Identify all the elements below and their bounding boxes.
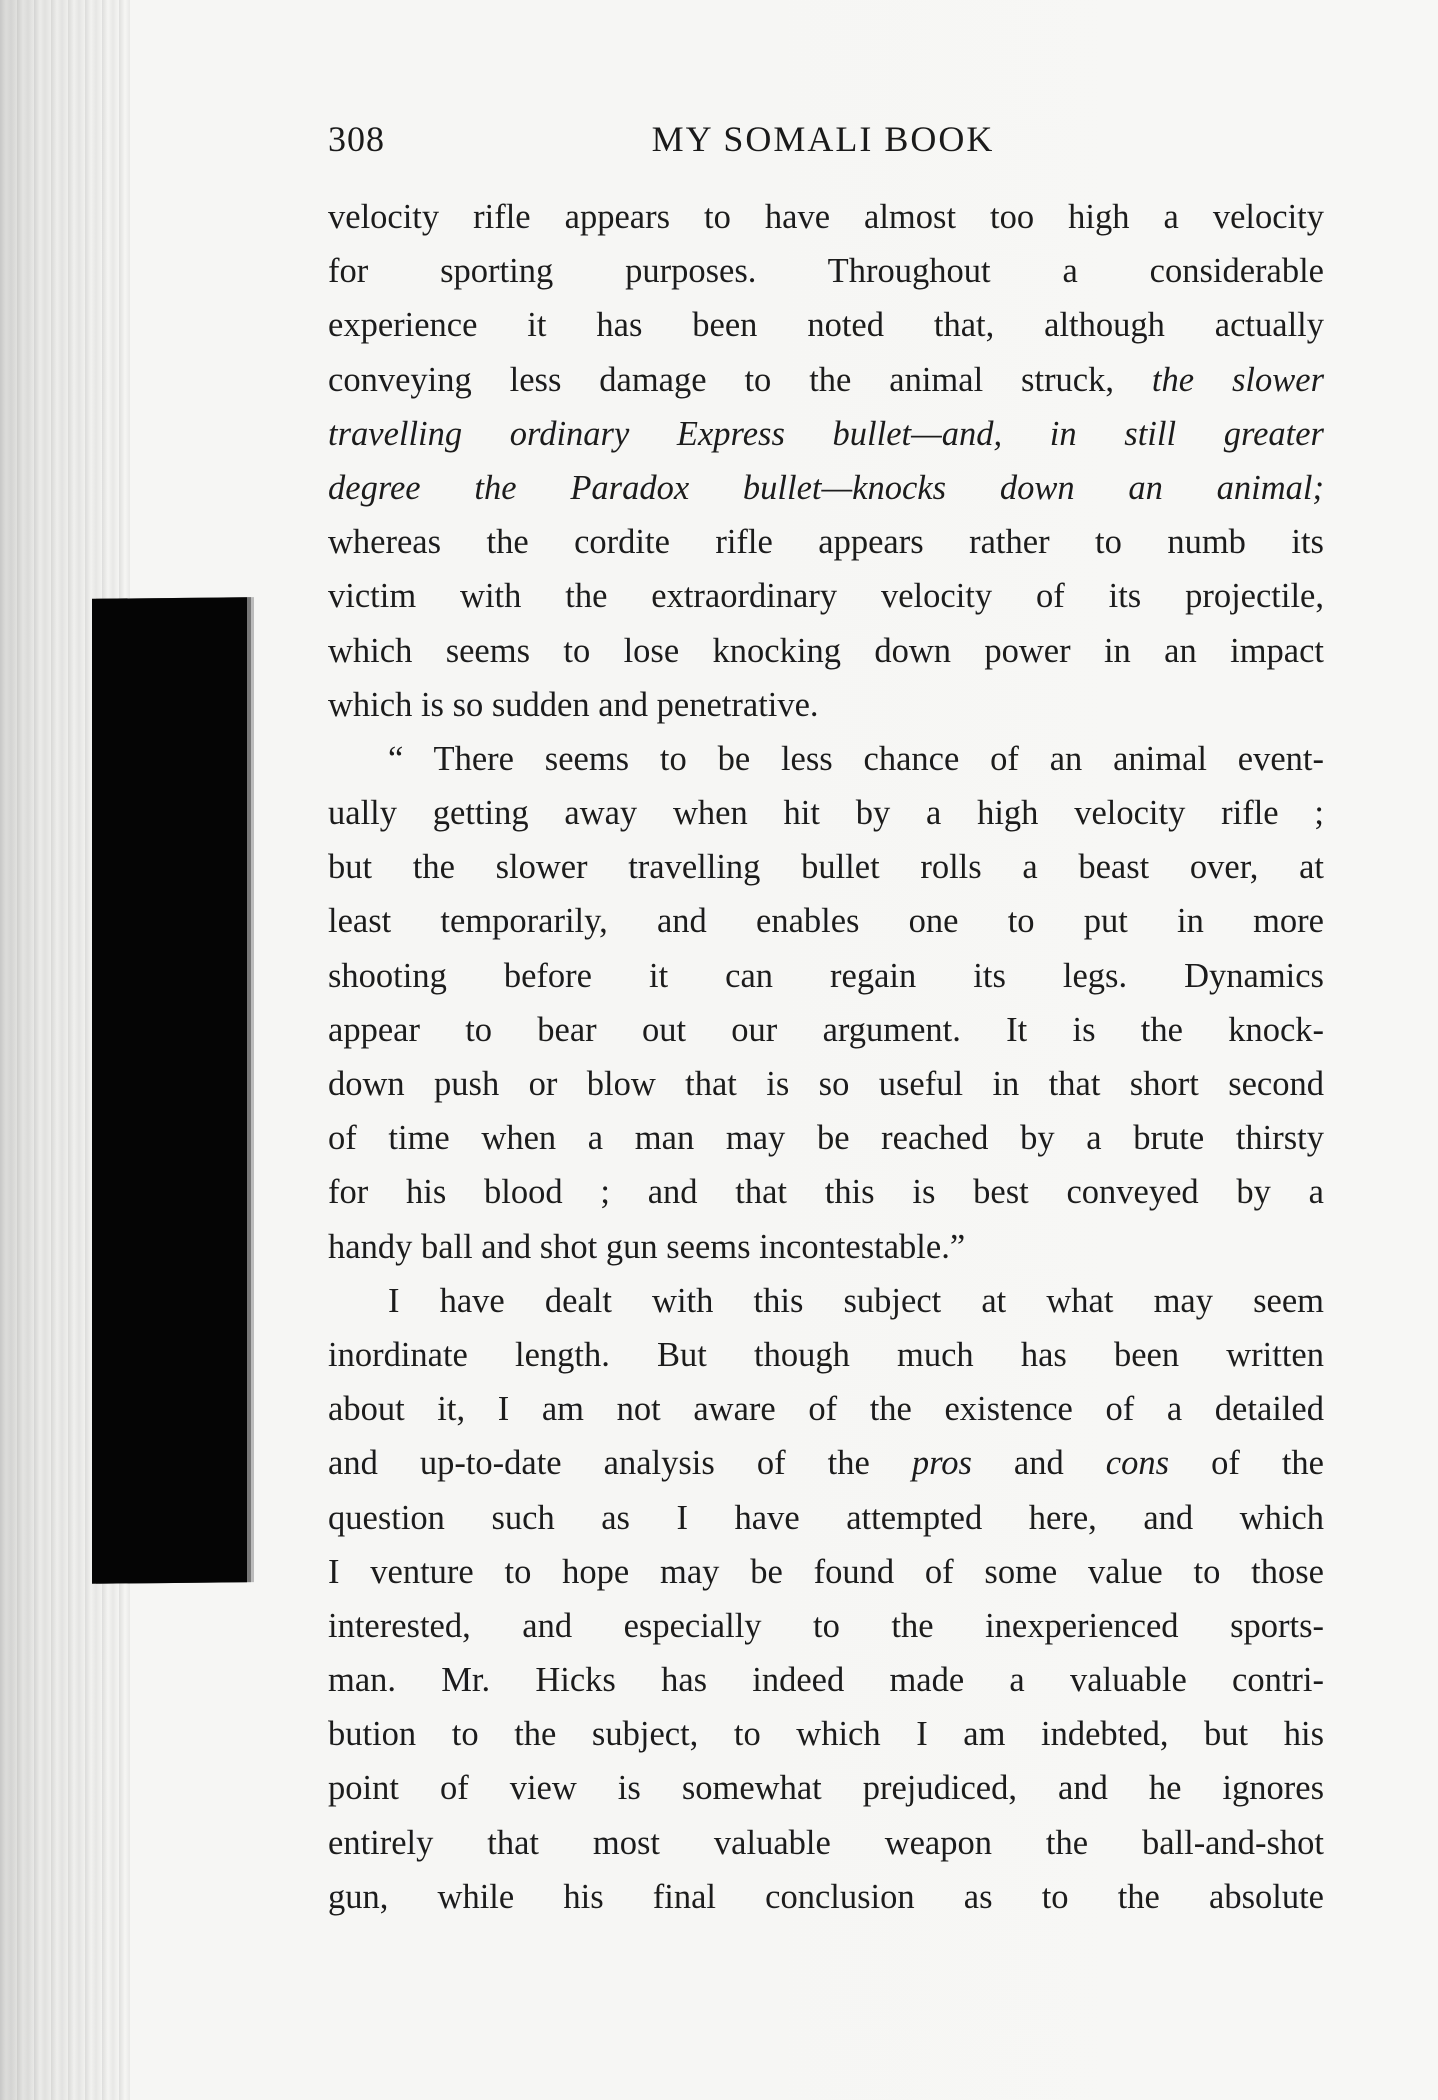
line-text: man. Mr. Hicks has indeed made a valuable contri- [328,1661,1324,1700]
line-text: which is so sudden and penetrative. [328,685,819,724]
line-text: handy ball and shot gun seems incontestable.” [328,1227,966,1266]
text-line [328,678,1324,732]
text-line [328,569,1324,623]
italic-text: pros [911,1444,972,1483]
text-line [328,732,1324,786]
line-text: I have dealt with this subject at what may seem [388,1281,1324,1320]
italic-text: the slower [1151,360,1324,399]
line-text: appear to bear out our argument. It is the knock- [328,1010,1324,1049]
text-line [328,353,1324,407]
text-line [328,1599,1324,1653]
line-text: velocity rifle appears to have almost too high a velocity [328,198,1324,236]
body-text [328,190,1324,1924]
line-text: “ There seems to be less chance of an animal event- [388,739,1324,778]
text-line [328,1274,1324,1328]
line-text: and [971,1444,1106,1483]
line-text: interested, and especially to the inexperienced sports- [328,1606,1324,1645]
line-text: ually getting away when hit by a high velocity rifle ; [328,794,1324,833]
line-text: question such as I have attempted here, and which [328,1498,1324,1537]
text-line [328,461,1324,515]
line-text: which seems to lose knocking down power in an impact [328,631,1324,670]
text-line [328,894,1324,948]
line-text: whereas the cordite rifle appears rather to numb its [328,523,1324,562]
text-line [328,1003,1324,1057]
line-text: bution to the subject, to which I am indebted, but his [328,1715,1324,1754]
text-line [328,1491,1324,1545]
text-line [328,1057,1324,1111]
line-text: for his blood ; and that this is best conveyed by a [328,1173,1324,1212]
line-text: down push or blow that is so useful in that short second [328,1065,1324,1103]
line-text: victim with the extraordinary velocity of its projectile, [328,577,1324,616]
text-line [328,1220,1324,1274]
text-line [328,1816,1324,1870]
text-line [328,1761,1324,1815]
line-text: for sporting purposes. Throughout a considerable [328,252,1324,291]
line-text: gun, while his final conclusion as to the absolute [328,1877,1324,1916]
text-line [328,840,1324,894]
page-number: 308 [328,119,385,159]
line-text: shooting before it can regain its legs. Dynamics [328,956,1324,995]
text-line [328,515,1324,569]
italic-text: cons [1105,1444,1170,1483]
line-text: conveying less damage to the animal struck, [328,360,1152,399]
book-title: MY SOMALI BOOK [651,119,995,159]
running-head [328,118,1318,168]
text-line [328,1165,1324,1219]
text-line [328,244,1324,298]
line-text: entirely that most valuable weapon the ball-and-shot [328,1823,1324,1862]
line-text: of the [1169,1444,1324,1483]
italic-text: degree the Paradox bullet—knocks down an animal; [328,468,1324,507]
line-text: inordinate length. But though much has been written [328,1335,1324,1374]
text-line [328,1653,1324,1707]
text-line [328,1707,1324,1761]
text-line [328,624,1324,678]
text-line [328,190,1324,244]
italic-text: travelling ordinary Express bullet—and, in still greater [328,414,1324,453]
line-text: about it, I am not aware of the existence of a detailed [328,1390,1324,1429]
line-text: experience it has been noted that, although actually [328,306,1324,345]
text-line [328,1436,1324,1490]
text-line [328,949,1324,1003]
line-text: of time when a man may be reached by a brute thirsty [328,1119,1324,1158]
text-line [328,407,1324,461]
line-text: point of view is somewhat prejudiced, and he ignores [328,1769,1324,1808]
text-line [328,786,1324,840]
line-text: and up-to-date analysis of the [328,1444,912,1483]
black-page-tab [92,597,247,1584]
line-text: least temporarily, and enables one to put in more [328,902,1324,941]
text-line [328,1111,1324,1165]
text-line [328,1382,1324,1436]
text-line [328,298,1324,352]
line-text: I venture to hope may be found of some value to those [328,1552,1324,1591]
text-line [328,1545,1324,1599]
text-line [328,1328,1324,1382]
text-line [328,1870,1324,1924]
line-text: but the slower travelling bullet rolls a beast over, at [328,848,1324,887]
